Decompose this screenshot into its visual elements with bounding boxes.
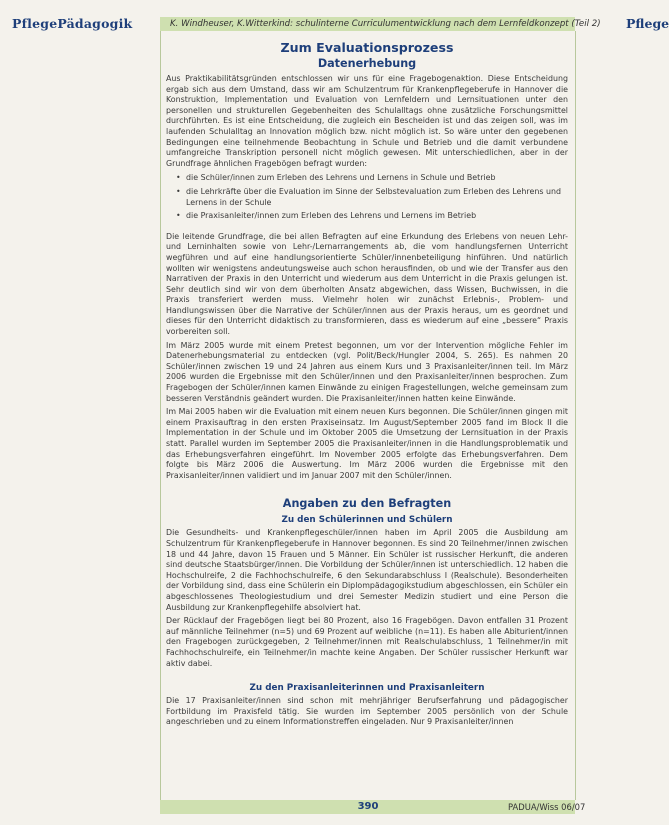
section-heading-befragte: Angaben zu den Befragten (282, 497, 452, 511)
paragraph: Die 17 Praxisanleiter/innen sind schon mit mehrjähriger Berufserfahrung und pädagogischer Fortbildung im Praxisfeld tätig. Sie wurden im September 2005 persönlich von der Schule angeschrieben und zu einem Informationstreffen eingeladen. Nur 9 Praxisanleiter/innen (166, 696, 568, 727)
paragraph: Der Rücklauf der Fragebögen liegt bei 80 Prozent, also 16 Fragebögen. Davon entfallen 31 Prozent auf männliche Teilnehmer (n=5) und 69 Prozent auf weibliche (n=11). Es haben alle Abiturient/innen den Fragebogen zurückgegeben, 2 Teilnehmer/innen mit Realschulabschluss, 1 Teilnehmer/in mit Fachhochschulreife, ein Teilnehmer/in machte keine Angaben. Der Schüler russischer Herkunft war aktiv dabei. (166, 616, 568, 668)
subheading-schueler: Zu den Schülerinnen und Schülern (281, 515, 453, 526)
paragraph: Die leitende Grundfrage, die bei allen Befragten auf eine Erkundung des Erlebens von neuen Lehr- und Lerninhalten sowie von Lehr-/Lernarrangements ab, die vom handlungsfernen Unterricht wegführen und auf eine handlungsorientierte Schüler/innenbeteiligung hinführen. Und natürlich wollten wir wenigstens andeutungsweise auch schon herausfinden, ob und wie der Transfer aus den Narrativen der Praxis in den Unterricht und wiederum aus dem Unterricht in die Praxis gelungen ist. Sehr deutlich sind wir von dem überholten Ansatz abgewichen, dass Wissen, Buchwissen, in die Praxis transferiert werden muss. Vielmehr holen wir zunächst Erlebnis-, Problem- und Handlungswissen über die Narrative der Schüler/innen aus der Praxis heraus, um es geordnet und dieses für den Unterricht didaktisch zu transformieren, dass es wiederum auf eine „bessere“ Praxis vorbereiten soll. (166, 231, 568, 337)
list-item: • die Lehrkräfte über die Evaluation im Sinne der Selbstevaluation zum Erleben des Lehrens und Lernens in der Schule (176, 187, 568, 208)
paragraph: Im März 2005 wurde mit einem Pretest begonnen, um vor der Intervention mögliche Fehler im Datenerhebungsmaterial zu entdecken (vgl. Polit/Beck/Hungler 2004, S. 265). Es nahmen 20 Schüler/innen zwischen 19 und 24 Jahren aus einem Kurs und 3 Praxisanleiter/innen teil. Im März 2006 wurden die Ergebnisse mit den Schüler/innen und den Praxisanleiter/innen besprochen. Zum Fragebogen der Schüler/innen kamen Einwände zu einigen Fragestellungen, welche gemeinsam zum besseren Verständnis geändert wurden. Die Praxisanleiter/innen hatten keine Einwände. (166, 340, 568, 403)
journal-brand-next-page: Pflege (626, 16, 669, 31)
page-number: 390 (357, 801, 379, 812)
journal-brand: PflegePädagogik (12, 16, 133, 31)
respondent-list (166, 173, 568, 221)
article-title: Zum Evaluationsprozess (280, 40, 454, 55)
spacer (166, 484, 568, 496)
section-heading-datenerhebung: Datenerhebung (317, 57, 417, 70)
paragraph: Aus Praktikabilitätsgründen entschlossen wir uns für eine Fragebogenaktion. Diese Entscheidung ergab sich aus dem Umstand, dass wir am Schulzentrum für Krankenpflegeberufe in Hannover die Konstruktion, Implementation und Evaluation von Lernfeldern und Lernsituationen unter den personellen und strukturellen Gegebenheiten des Schulalltags ohne zusätzliche Forschungsmittel durchführten. Es ist eine Entscheidung, die zugleich ein Bescheiden ist und das zeigen soll, was im laufenden Schulalltag an Innovation möglich bzw. nicht möglich ist. So wäre unter den gegebenen Bedingungen eine teilnehmende Beobachtung in Schule und Betrieb und die damit verbundene umfangreiche Transkription personell nicht möglich gewesen. Mit unterschiedlichen, aber in der Grundfrage ähnlichen Fragebögen befragt wurden: (166, 74, 568, 168)
paragraph: Im Mai 2005 haben wir die Evaluation mit einem neuen Kurs begonnen. Die Schüler/innen gingen mit einem Praxisauftrag in den ersten Praxiseinsatz. Im August/September 2005 fand im Block II die Implementation in der Schule und im Oktober 2005 die Umsetzung der Lernsituation in der Praxis statt. Parallel wurden im September 2005 die Praxisanleiter/innen in die Handlungsproblematik und das Erhebungsverfahren eingeführt. Im November 2005 erfolgte das Erhebungsverfahren. Dem folgte bis März 2006 die Auswertung. Im März 2006 wurden die Ergebnisse mit den Praxisanleiter/innen validiert und im Januar 2007 mit den Schüler/innen. (166, 407, 568, 480)
list-item: • die Schüler/innen zum Erleben des Lehrens und Lernens in Schule und Betrieb (176, 173, 568, 184)
issue-label: PADUA/Wiss 06/07 (508, 802, 586, 812)
left-rule (160, 31, 161, 800)
spacer (166, 672, 568, 682)
subheading-praxisanleiter: Zu den Praxisanleiterinnen und Praxisanleitern (249, 683, 485, 694)
article-column (166, 40, 568, 792)
right-rule (575, 31, 576, 800)
running-head: K. Windheuser, K.Witterkind: schulinterne Curriculumentwicklung nach dem Lernfeldkonzept (Teil 2) (160, 17, 575, 31)
paragraph: Die Gesundheits- und Krankenpflegeschüler/innen haben im April 2005 die Ausbildung am Schulzentrum für Krankenpflegeberufe in Hannover begonnen. Es sind 20 Teilnehmer/innen zwischen 18 und 44 Jahre, davon 15 Frauen und 5 Männer. Ein Schüler ist russischer Herkunft, die anderen sind deutsche Staatsbürger/innen. Die Vorbildung der Schüler/innen ist unterschiedlich. 12 haben die Hochschulreife, 2 die Fachhochschulreife, 6 den Sekundarabschluss I (Realschule). Besonderheiten der Vorbildung sind, dass eine Schülerin ein Diplompädagogikstudium abgeschlossen, ein Schüler ein abgeschlossenes Theologiestudium und drei Semester Medizin studiert und eine Person die Ausbildung zur Krankenpflegehilfe absolviert hat. (166, 528, 568, 612)
list-item: • die Praxisanleiter/innen zum Erleben des Lehrens und Lernens im Betrieb (176, 211, 568, 222)
